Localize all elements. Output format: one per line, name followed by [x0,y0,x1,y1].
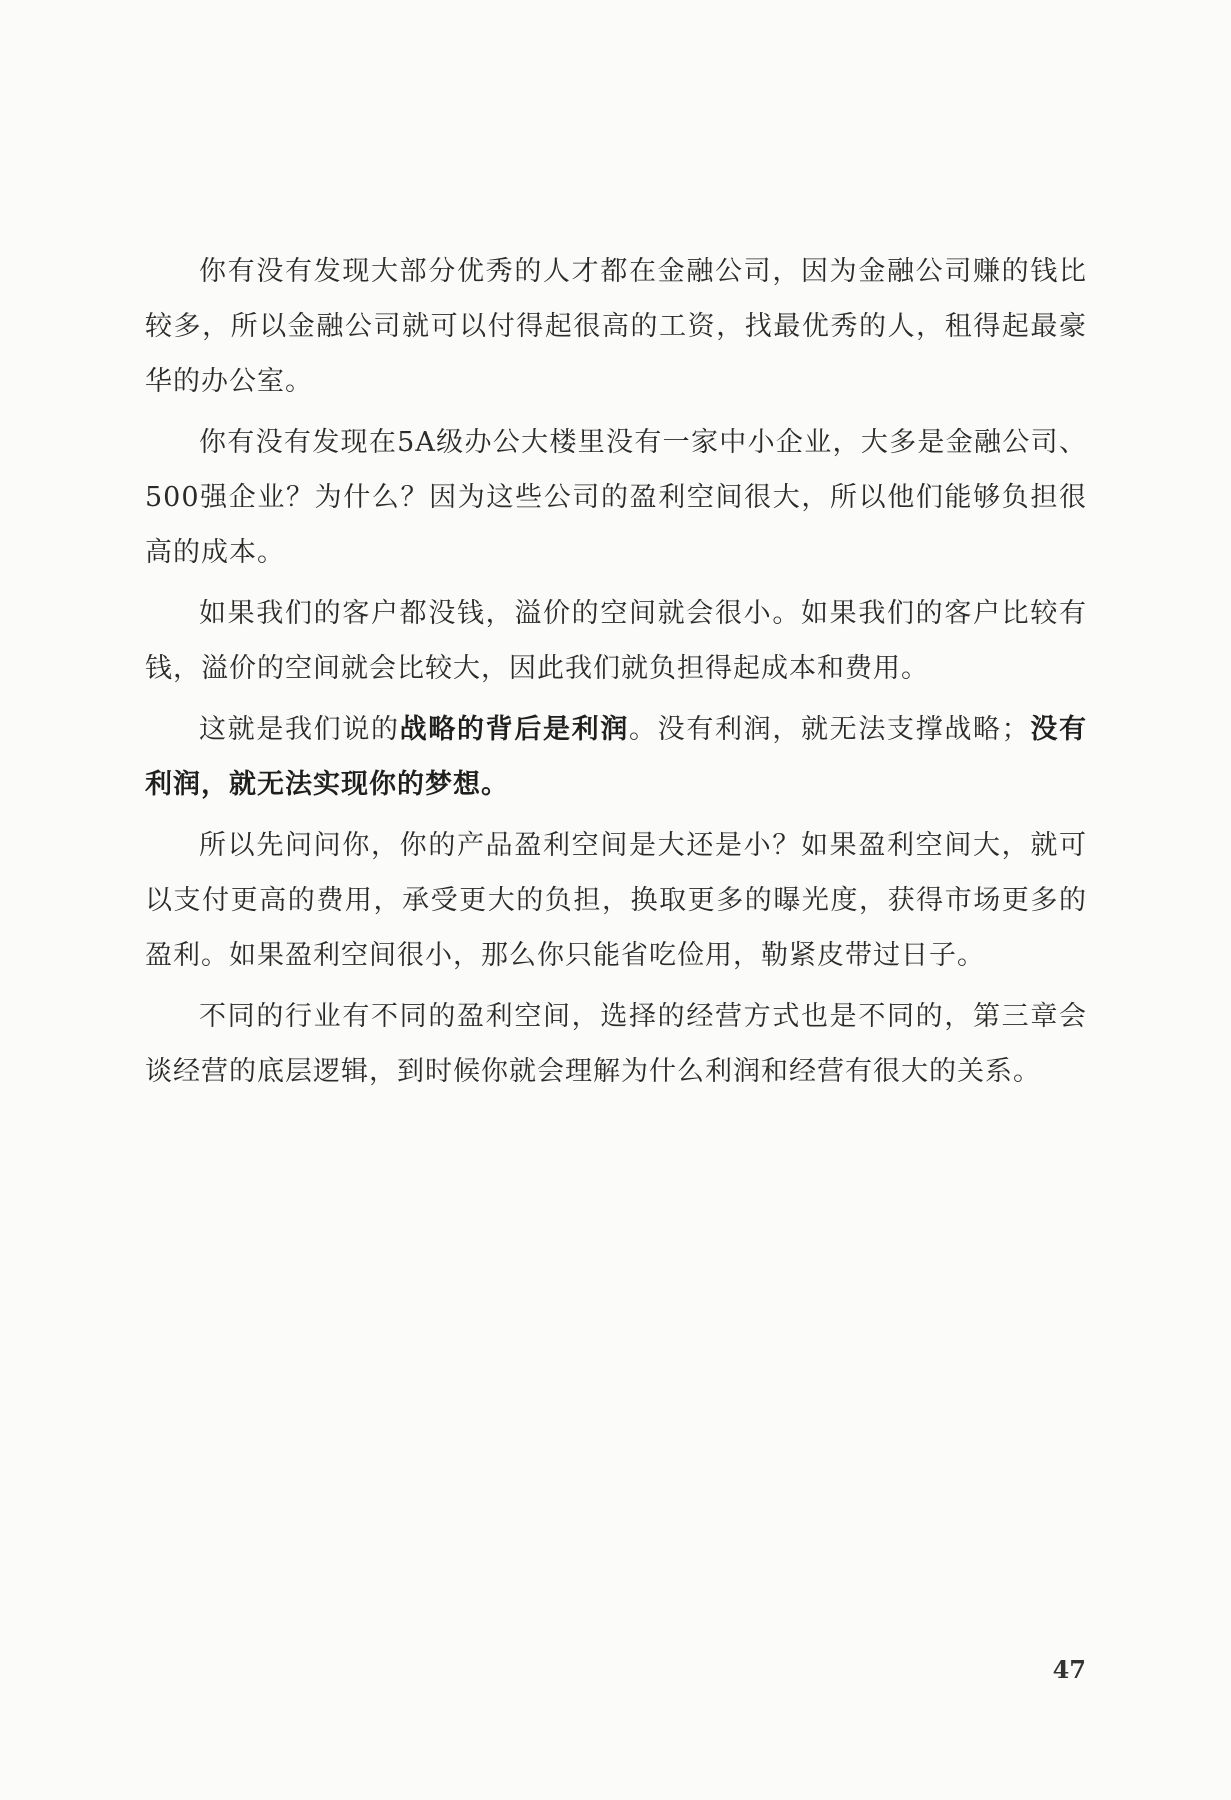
paragraph-4-text-a: 这就是我们说的 [199,714,400,745]
body-text [145,244,1087,1105]
paragraph-6: 不同的行业有不同的盈利空间，选择的经营方式也是不同的，第三章会谈经营的底层逻辑，到时候你就会理解为什么利润和经营有很大的关系。 [145,1001,1087,1087]
paragraph-4-text-b: 。没有利润，就无法支撑战略； [629,714,1030,745]
paragraph-1: 你有没有发现大部分优秀的人才都在金融公司，因为金融公司赚的钱比较多，所以金融公司就可以付得起很高的工资，找最优秀的人，租得起最豪华的办公室。 [145,256,1087,397]
paragraph-5: 所以先问问你，你的产品盈利空间是大还是小？如果盈利空间大，就可以支付更高的费用，承受更大的负担，换取更多的曝光度，获得市场更多的盈利。如果盈利空间很小，那么你只能省吃俭用，勒紧皮带过日子。 [145,830,1087,971]
paragraph-3: 如果我们的客户都没钱，溢价的空间就会很小。如果我们的客户比较有钱，溢价的空间就会比较大，因此我们就负担得起成本和费用。 [145,598,1087,684]
emphasis-dream: 没有利润，就无法实现你的梦想。 [145,714,1088,800]
paragraph-4 [145,702,1087,812]
paragraph-2: 你有没有发现在5A级办公大楼里没有一家中小企业，大多是金融公司、500强企业？为什么？因为这些公司的盈利空间很大，所以他们能够负担很高的成本。 [145,427,1087,568]
page-number: 47 [1052,1655,1086,1684]
emphasis-strategy-profit: 战略的背后是利润 [399,714,630,745]
